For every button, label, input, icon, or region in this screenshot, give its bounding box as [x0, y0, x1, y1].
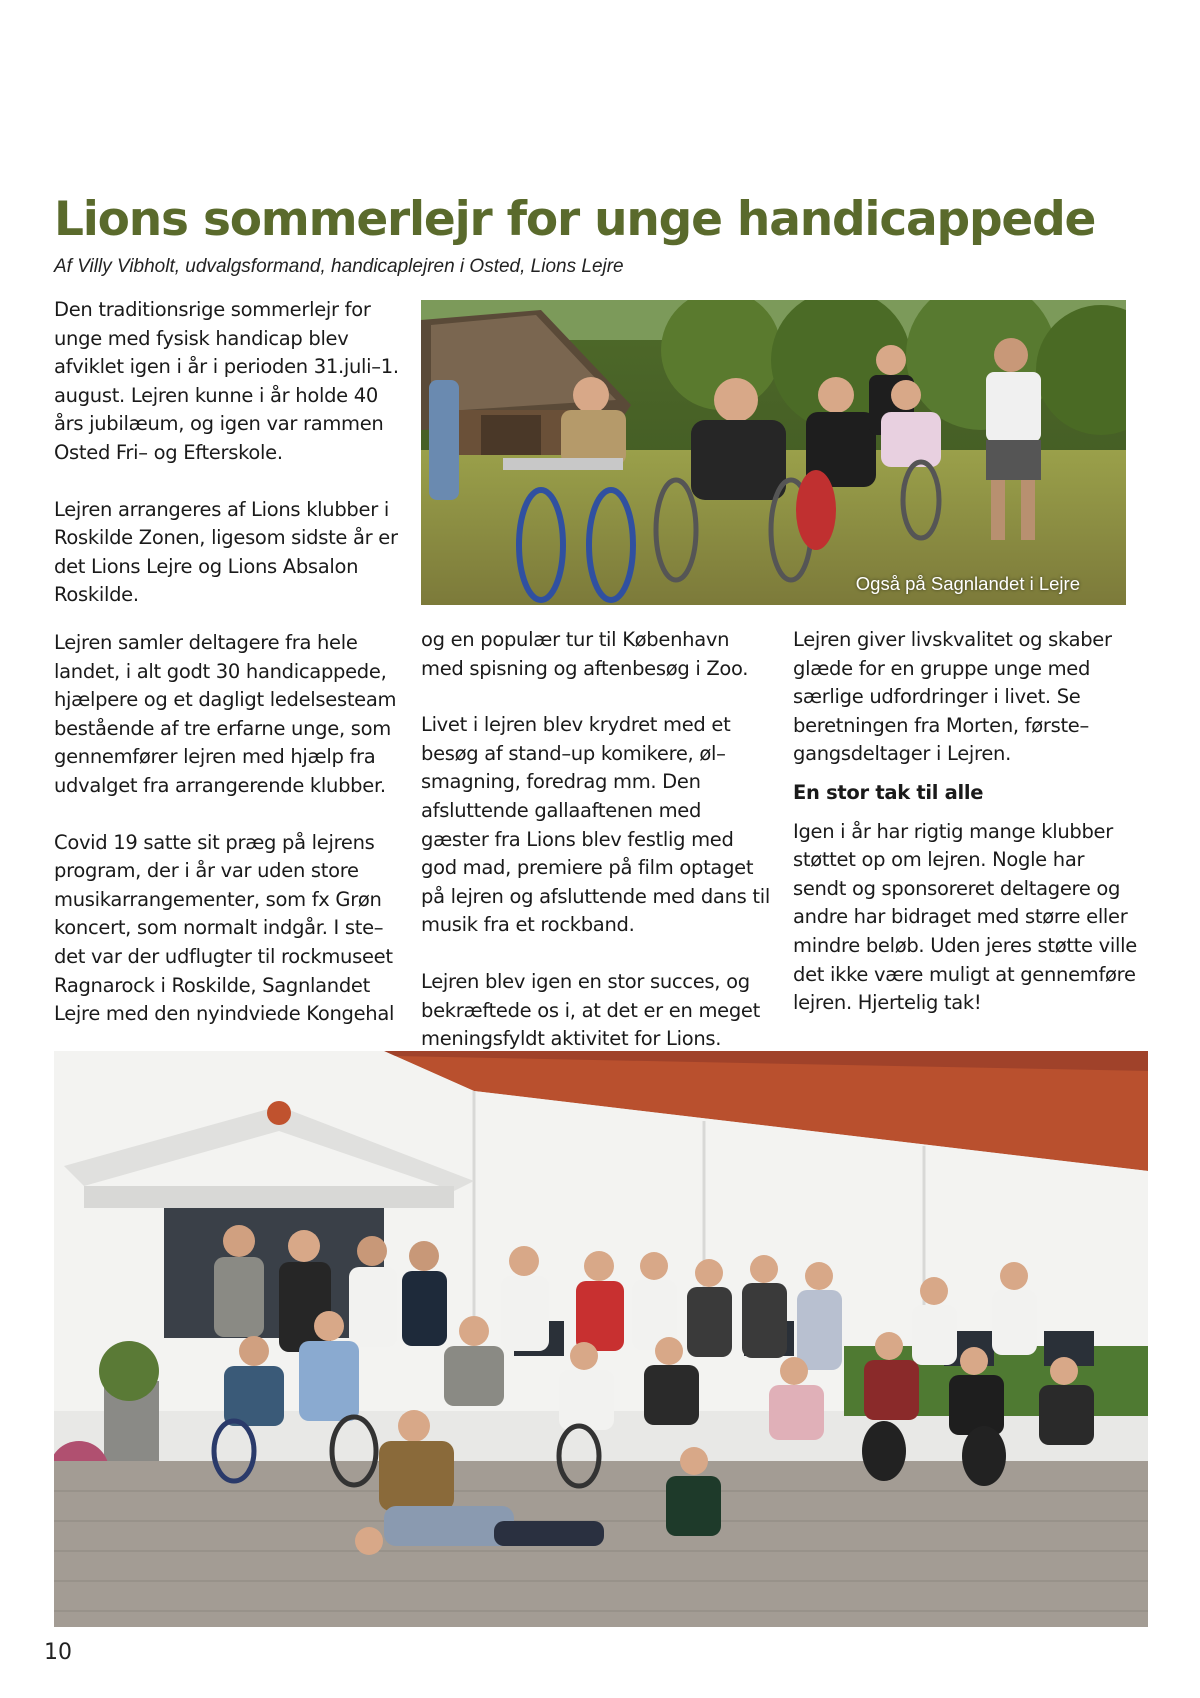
- body-paragraph: Lejren samler deltagere fra hele landet, i alt godt 30 handicappede, hjælpere og et dagligt ledelsesteam bestående af tre erfarne unge, som gennemfører lejren med hjælp fra udvalget fra arrangerende klubber.: [54, 631, 397, 797]
- photo-sagnlandet-image: [421, 300, 1126, 605]
- intro-column: [54, 296, 409, 610]
- section-heading: En stor tak til alle: [793, 780, 984, 804]
- body-paragraph: Livet i lejren blev krydret med et besøg af stand–up komikere, øl–smagning, foredrag mm. Den afsluttende gallaaftenen med gæster fra Lions blev festlig med god mad, premiere på film optaget på lejren og afsluttende med dans til musik fra et rockband.: [421, 713, 770, 937]
- body-column-3: [793, 626, 1138, 1018]
- photo-sagnlandet: [421, 300, 1126, 605]
- body-column-1: [54, 629, 414, 1029]
- intro-paragraph: Lejren arrangeres af Lions klubber i Roskilde Zonen, ligesom sidste år er det Lions Lejre og Lions Absalon Roskilde.: [54, 497, 398, 607]
- body-paragraph: og en populær tur til København med spisning og aftenbesøg i Zoo.: [421, 628, 749, 680]
- body-column-2: [421, 626, 771, 1054]
- photo-group-image: [54, 1051, 1148, 1627]
- article-byline: Af Villy Vibholt, udvalgsformand, handicaplejren i Osted, Lions Lejre: [54, 256, 624, 277]
- intro-paragraph: Den traditionsrige sommerlejr for unge med fysisk handicap blev afviklet igen i år i perioden 31.juli–1. august. Lejren kunne i år holde 40 års jubilæum, og igen var rammen Osted Fri– og Efterskole.: [54, 298, 399, 464]
- article-title: Lions sommerlejr for unge handicappede: [54, 192, 1096, 247]
- page-number: 10: [44, 1640, 72, 1665]
- photo-group: [54, 1051, 1148, 1627]
- photo-caption: Også på Sagnlandet i Lejre: [855, 573, 1080, 594]
- body-paragraph: Igen i år har rigtig mange klubber støttet op om lejren. Nogle har sendt og sponsoreret deltagere og andre har bidraget med større eller mindre beløb. Uden jeres støtte ville det ikke være muligt at gennemføre lejren. Hjertelig tak!: [793, 819, 1137, 1015]
- body-paragraph: Lejren blev igen en stor succes, og bekræftede os i, at det er en meget meningsfyldt aktivitet for Lions.: [421, 969, 760, 1051]
- body-paragraph: Lejren giver livskvalitet og skaber glæde for en gruppe unge med særlige udfordringer i livet. Se beretningen fra Morten, første–gangsdeltager i Lejren.: [793, 628, 1112, 766]
- body-paragraph: Covid 19 satte sit præg på lejrens program, der i år var uden store musikarrangementer, som fx Grøn koncert, som normalt indgår. I ste–det var der udflugter til rockmuseet Ragnarock i Roskilde, Sagnlandet Lejre med den nyindviede Kongehal: [54, 830, 395, 1026]
